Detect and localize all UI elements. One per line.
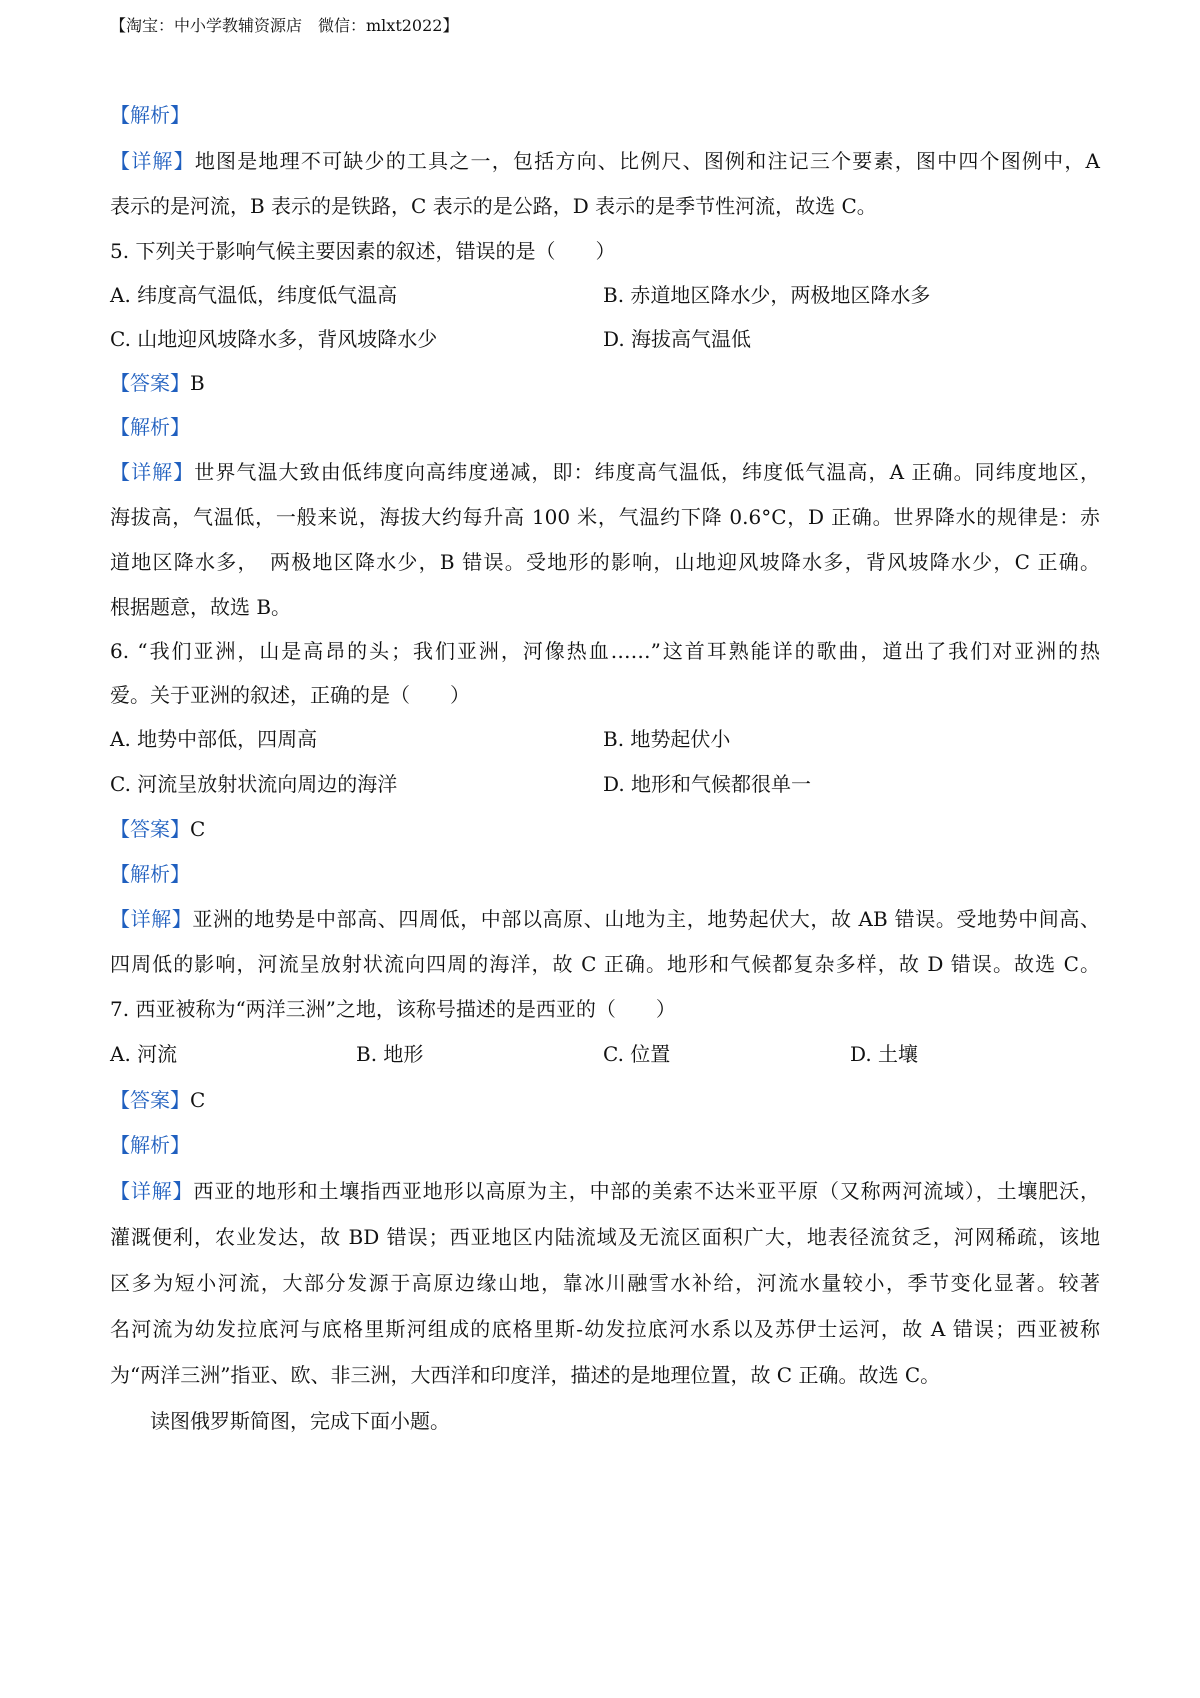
q7-detail-line-1 <box>110 1176 1100 1206</box>
q5-option-d: D. 海拔高气温低 <box>603 327 752 351</box>
q4-detail-line-1 <box>110 146 1100 176</box>
q6-option-a: A. 地势中部低，四周高 <box>110 727 318 751</box>
q5-answer <box>110 368 205 398</box>
q4-analysis-tag: 【解析】 <box>110 103 190 127</box>
q5-detail-tag: 【详解】 <box>110 460 195 484</box>
q5-analysis-tag: 【解析】 <box>110 415 190 439</box>
q6-detail-line-2: 四周低的影响，河流呈放射状流向四周的海洋，故 C 正确。地形和气候都复杂多样，故 D 错误。故选 C。 <box>110 952 1100 976</box>
q5-detail-line-2: 海拔高，气温低，一般来说，海拔大约每升高 100 米，气温约下降 0.6°C，D 正确。世界降水的规律是：赤 <box>110 505 1100 529</box>
q5-option-b: B. 赤道地区降水少，两极地区降水多 <box>603 283 931 307</box>
q6-answer-value: C <box>190 817 206 841</box>
q5-detail-text-1: 世界气温大致由低纬度向高纬度递减，即：纬度高气温低，纬度低气温高，A 正确。同纬度地区， <box>194 460 1100 484</box>
q7-option-c: C. 位置 <box>603 1042 671 1066</box>
q4-detail-line-2: 表示的是河流，B 表示的是铁路，C 表示的是公路，D 表示的是季节性河流，故选 C。 <box>110 194 877 218</box>
q6-detail-text-1: 亚洲的地势是中部高、四周低，中部以高原、山地为主，地势起伏大，故 AB 错误。受地势中间高、 <box>192 907 1101 931</box>
q7-analysis-tag: 【解析】 <box>110 1133 190 1157</box>
q7-answer-tag: 【答案】 <box>110 1088 190 1112</box>
q7-detail-tag: 【详解】 <box>110 1179 194 1203</box>
q6-detail-line-1 <box>110 904 1100 934</box>
reading-instruction: 读图俄罗斯简图，完成下面小题。 <box>150 1409 450 1433</box>
q6-option-b: B. 地势起伏小 <box>603 727 731 751</box>
q7-stem: 7. 西亚被称为“两洋三洲”之地，该称号描述的是西亚的（ ） <box>110 997 676 1021</box>
page-header: 【淘宝：中小学教辅资源店 微信：mlxt2022】 <box>110 16 459 35</box>
q6-detail-tag: 【详解】 <box>110 907 193 931</box>
q6-option-c: C. 河流呈放射状流向周边的海洋 <box>110 772 398 796</box>
q7-detail-line-4: 名河流为幼发拉底河与底格里斯河组成的底格里斯-幼发拉底河水系以及苏伊士运河，故 A 错误；西亚被称 <box>110 1317 1100 1341</box>
q6-stem-line-2: 爱。关于亚洲的叙述，正确的是（ ） <box>110 683 470 707</box>
q7-option-a: A. 河流 <box>110 1042 178 1066</box>
q7-option-b: B. 地形 <box>356 1042 424 1066</box>
q4-detail-tag: 【详解】 <box>110 149 195 173</box>
q5-detail-line-1 <box>110 457 1100 487</box>
q7-detail-line-3: 区多为短小河流，大部分发源于高原边缘山地，靠冰川融雪水补给，河流水量较小，季节变化显著。较著 <box>110 1271 1100 1295</box>
q6-answer <box>110 814 205 844</box>
q6-answer-tag: 【答案】 <box>110 817 190 841</box>
q5-stem: 5. 下列关于影响气候主要因素的叙述，错误的是（ ） <box>110 239 616 263</box>
q6-stem-line-1: 6. “我们亚洲，山是高昂的头；我们亚洲，河像热血……”这首耳熟能详的歌曲，道出了我们对亚洲的热 <box>110 639 1100 663</box>
q7-option-d: D. 土壤 <box>850 1042 919 1066</box>
q5-answer-tag: 【答案】 <box>110 371 190 395</box>
q7-detail-text-1: 西亚的地形和土壤指西亚地形以高原为主，中部的美索不达米亚平原（又称两河流域），土壤肥沃， <box>193 1179 1101 1203</box>
q7-answer <box>110 1085 205 1115</box>
q5-option-a: A. 纬度高气温低，纬度低气温高 <box>110 283 398 307</box>
q5-option-c: C. 山地迎风坡降水多，背风坡降水少 <box>110 327 438 351</box>
q5-detail-line-3: 道地区降水多， 两极地区降水少，B 错误。受地形的影响，山地迎风坡降水多，背风坡降水少，C 正确。 <box>110 550 1100 574</box>
q7-answer-value: C <box>190 1088 206 1112</box>
q6-analysis-tag: 【解析】 <box>110 862 190 886</box>
q5-detail-line-4: 根据题意，故选 B。 <box>110 595 292 619</box>
q6-option-d: D. 地形和气候都很单一 <box>603 772 812 796</box>
q7-detail-line-2: 灌溉便利，农业发达，故 BD 错误；西亚地区内陆流域及无流区面积广大，地表径流贫乏，河网稀疏，该地 <box>110 1225 1100 1249</box>
q7-detail-line-5: 为“两洋三洲”指亚、欧、非三洲，大西洋和印度洋，描述的是地理位置，故 C 正确。故选 C。 <box>110 1363 941 1387</box>
q4-detail-text-1: 地图是地理不可缺少的工具之一，包括方向、比例尺、图例和注记三个要素，图中四个图例中，A <box>194 149 1101 173</box>
q5-answer-value: B <box>190 371 205 395</box>
